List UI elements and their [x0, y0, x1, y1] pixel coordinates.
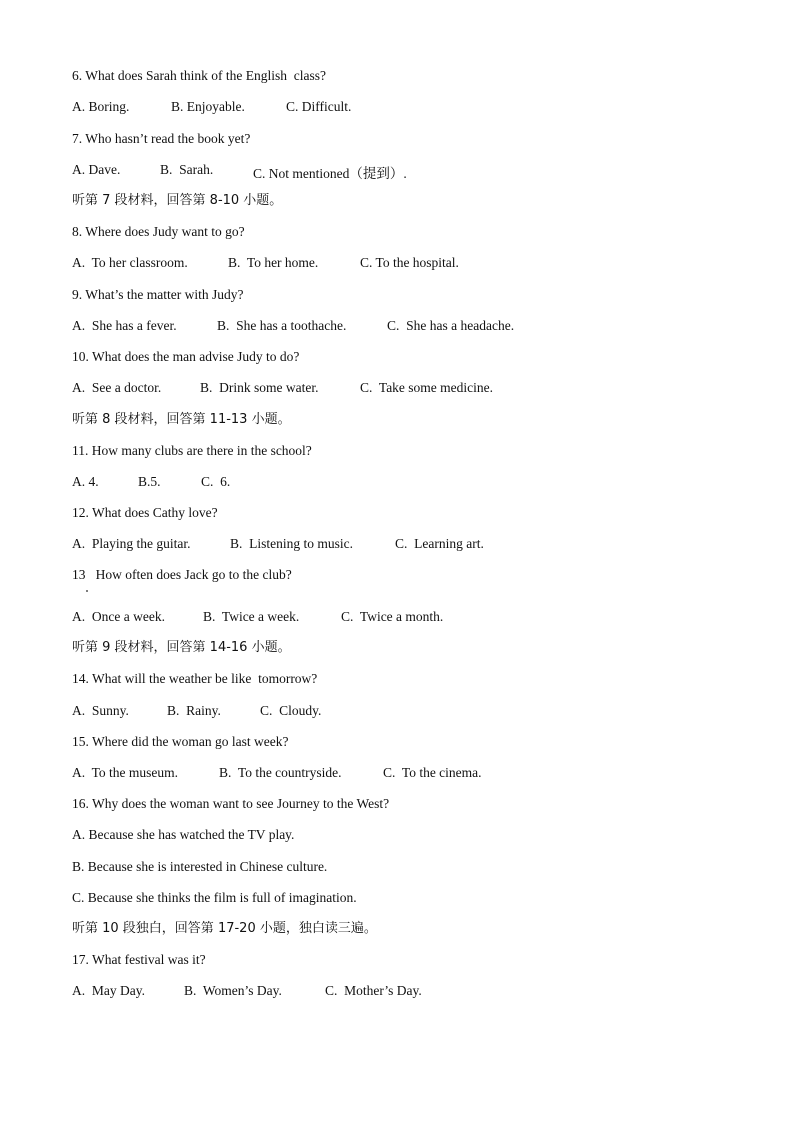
option-11-a[interactable]: A. 4. — [72, 474, 99, 489]
option-17-a[interactable]: A. May Day. — [72, 983, 145, 998]
option-7-b[interactable]: B. Sarah. — [160, 162, 214, 177]
question-9: 9. What’s the matter with Judy? — [72, 287, 244, 302]
option-11-b[interactable]: B.5. — [138, 474, 161, 489]
question-13: 13 How often does Jack go to the club? — [72, 567, 292, 582]
option-15-a[interactable]: A. To the museum. — [72, 765, 179, 780]
options-6 — [72, 99, 752, 115]
option-8-c[interactable]: C. To the hospital. — [360, 255, 459, 270]
option-7-c[interactable]: C. Not mentioned（提到）. — [253, 166, 407, 181]
option-14-b[interactable]: B. Rainy. — [167, 703, 221, 718]
section-header-7: 听第 7 段材料，回答第 8-10 小题。 — [72, 193, 283, 208]
option-15-c[interactable]: C. To the cinema. — [383, 765, 482, 780]
options-14 — [72, 703, 752, 719]
options-11 — [72, 474, 752, 490]
option-6-b[interactable]: B. Enjoyable. — [171, 99, 245, 114]
option-9-a[interactable]: A. She has a fever. — [72, 318, 177, 333]
question-14: 14. What will the weather be like tomorrow? — [72, 671, 318, 686]
option-8-b[interactable]: B. To her home. — [228, 255, 319, 270]
option-11-c[interactable]: C. 6. — [201, 474, 231, 489]
question-6: 6. What does Sarah think of the English class? — [72, 68, 326, 83]
option-16-b[interactable]: B. Because she is interested in Chinese culture. — [72, 859, 328, 874]
option-12-b[interactable]: B. Listening to music. — [230, 536, 353, 551]
options-9 — [72, 318, 752, 334]
options-7 — [72, 162, 752, 181]
options-17 — [72, 983, 752, 999]
section-header-9: 听第 9 段材料，回答第 14-16 小题。 — [72, 640, 291, 655]
question-7: 7. Who hasn’t read the book yet? — [72, 131, 251, 146]
option-6-c[interactable]: C. Difficult. — [286, 99, 352, 114]
question-11: 11. How many clubs are there in the school? — [72, 443, 312, 458]
option-9-b[interactable]: B. She has a toothache. — [217, 318, 347, 333]
option-13-c[interactable]: C. Twice a month. — [341, 609, 444, 624]
option-16-a[interactable]: A. Because she has watched the TV play. — [72, 827, 295, 842]
option-10-c[interactable]: C. Take some medicine. — [360, 380, 494, 395]
option-14-a[interactable]: A. Sunny. — [72, 703, 129, 718]
options-10 — [72, 380, 752, 396]
question-15: 15. Where did the woman go last week? — [72, 734, 289, 749]
option-17-b[interactable]: B. Women’s Day. — [184, 983, 282, 998]
question-17: 17. What festival was it? — [72, 952, 206, 967]
section-header-8: 听第 8 段材料，回答第 11-13 小题。 — [72, 412, 291, 427]
option-10-b[interactable]: B. Drink some water. — [200, 380, 319, 395]
question-8: 8. Where does Judy want to go? — [72, 224, 245, 239]
option-8-a[interactable]: A. To her classroom. — [72, 255, 188, 270]
options-15 — [72, 765, 752, 781]
question-16: 16. Why does the woman want to see Journey to the West? — [72, 796, 390, 811]
stray-mark — [86, 590, 88, 592]
section-header-10: 听第 10 段独白，回答第 17-20 小题，独白读三遍。 — [72, 921, 377, 936]
option-9-c[interactable]: C. She has a headache. — [387, 318, 515, 333]
option-13-a[interactable]: A. Once a week. — [72, 609, 165, 624]
options-12 — [72, 536, 752, 552]
option-10-a[interactable]: A. See a doctor. — [72, 380, 162, 395]
options-13 — [72, 609, 752, 625]
question-12: 12. What does Cathy love? — [72, 505, 218, 520]
option-12-c[interactable]: C. Learning art. — [395, 536, 484, 551]
option-14-c[interactable]: C. Cloudy. — [260, 703, 322, 718]
option-17-c[interactable]: C. Mother’s Day. — [325, 983, 422, 998]
options-8 — [72, 255, 752, 271]
option-15-b[interactable]: B. To the countryside. — [219, 765, 342, 780]
option-13-b[interactable]: B. Twice a week. — [203, 609, 300, 624]
question-10: 10. What does the man advise Judy to do? — [72, 349, 300, 364]
option-12-a[interactable]: A. Playing the guitar. — [72, 536, 191, 551]
option-6-a[interactable]: A. Boring. — [72, 99, 130, 114]
option-16-c[interactable]: C. Because she thinks the film is full of imagination. — [72, 890, 357, 905]
option-7-a[interactable]: A. Dave. — [72, 162, 121, 177]
